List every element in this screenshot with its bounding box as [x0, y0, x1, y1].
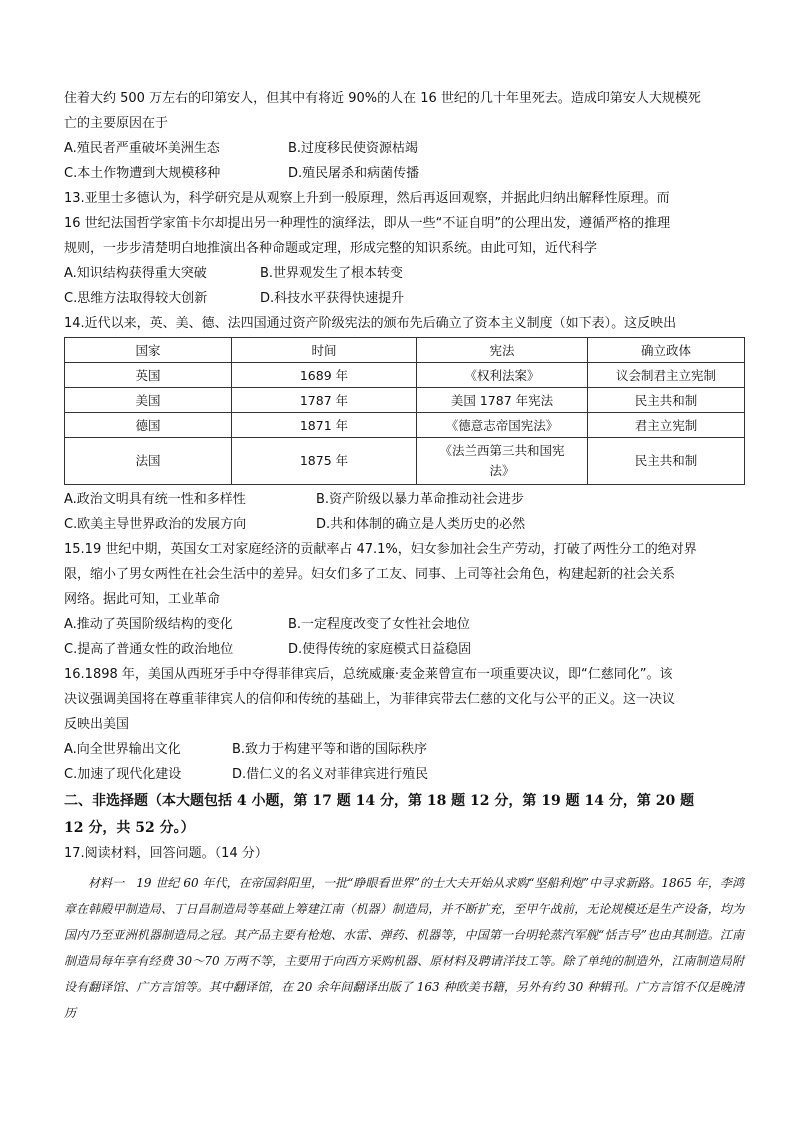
option-b[interactable]: B.资产阶级以暴力革命推动社会进步 — [316, 492, 525, 507]
option-b[interactable]: B.世界观发生了根本转变 — [260, 266, 404, 281]
table-cell: 1787 年 — [232, 388, 417, 413]
q15-options-row — [64, 637, 744, 662]
q13-options-row — [64, 261, 744, 286]
table-cell: 《权利法案》 — [417, 363, 588, 388]
table-cell: 1875 年 — [232, 438, 417, 485]
q13-options-row — [64, 286, 744, 311]
constitution-table — [64, 337, 745, 485]
option-d[interactable]: D.借仁义的名义对菲律宾进行殖民 — [232, 767, 429, 782]
q13-stem-line: 规则，一步步清楚明白地推演出各种命题或定理，形成完整的知识系统。由此可知，近代科学 — [64, 241, 598, 256]
q12-stem-line: 亡的主要原因在于 — [64, 116, 169, 131]
q12-options-row — [64, 136, 744, 161]
option-c[interactable]: C.思维方法取得较大创新 — [64, 291, 208, 306]
q17-stem: 17.阅读材料，回答问题。（14 分） — [64, 846, 268, 861]
option-a[interactable]: A.向全世界输出文化 — [64, 742, 181, 757]
option-a[interactable]: A.推动了英国阶级结构的变化 — [64, 617, 233, 632]
option-d[interactable]: D.使得传统的家庭模式日益稳固 — [288, 642, 472, 657]
q12-options-row — [64, 161, 744, 186]
table-header: 时间 — [232, 338, 417, 363]
section-heading: 12 分，共 52 分。） — [64, 820, 195, 836]
table-cell: 民主共和制 — [588, 438, 745, 485]
section-heading: 二、非选择题（本大题包括 4 小题，第 17 题 14 分，第 18 题 12 分，第 19 题 14 分，第 20 题 — [64, 793, 695, 809]
option-a[interactable]: A.政治文明具有统一性和多样性 — [64, 492, 246, 507]
option-c[interactable]: C.加速了现代化建设 — [64, 767, 182, 782]
table-row — [65, 363, 745, 388]
q13-stem-line: 13.亚里士多德认为，科学研究是从观察上升到一般原理，然后再返回观察，并据此归纳出解释性原理。而 — [64, 191, 670, 206]
q16-options-row — [64, 737, 744, 762]
q16-stem-line: 16.1898 年，美国从西班牙手中夺得菲律宾后，总统威廉·麦金莱曾宣布一项重要决议，即“仁慈同化”。该 — [64, 667, 673, 682]
q14-options-row — [64, 487, 744, 512]
table-row — [65, 438, 745, 485]
table-cell: 1689 年 — [232, 363, 417, 388]
option-b[interactable]: B.过度移民使资源枯竭 — [288, 141, 419, 156]
table-cell: 德国 — [65, 413, 232, 438]
option-d[interactable]: D.共和体制的确立是人类历史的必然 — [316, 517, 526, 532]
q17-material-text: 材料一 19 世纪 60 年代，在帝国斜阳里，一批“睁眼看世界”的士大夫开始从求购“坚船利炮”中寻求新路。1865 年，李鸿章在韩殿甲制造局、丁日昌制造局等基础上筹建江南（机器）制造局，并不断扩充，至甲午战前，无论规模还是生产设备，均为国内乃至亚洲机器制造局之冠。其产品主要有枪炮、水雷、弹药、机器等，中国第一台明轮蒸汽军舰“恬吉号”也由其制造。江南制造局每年享有经费 30～70 万两不等，主要用于向西方采购机器、原材料及聘请洋技工等。除了单纯的制造外，江南制造局附设有翻译馆、广方言馆等。其中翻译馆，在 20 余年间翻译出版了 163 种欧美书籍，另外有约 30 种辑刊。广方言馆不仅是晚清历 — [64, 876, 744, 1020]
table-cell: 议会制君主立宪制 — [588, 363, 745, 388]
table-cell: 英国 — [65, 363, 232, 388]
q15-options-row — [64, 612, 744, 637]
q16-stem-line: 决议强调美国将在尊重菲律宾人的信仰和传统的基础上，为菲律宾带去仁慈的文化与公平的正义。这一决议 — [64, 692, 676, 707]
option-c[interactable]: C.欧美主导世界政治的发展方向 — [64, 517, 247, 532]
option-b[interactable]: B.致力于构建平等和谐的国际秩序 — [232, 742, 428, 757]
option-a[interactable]: A.殖民者严重破坏美洲生态 — [64, 141, 220, 156]
table-cell: 1871 年 — [232, 413, 417, 438]
q12-stem-line: 住着大约 500 万左右的印第安人，但其中有将近 90%的人在 16 世纪的几十年里死去。造成印第安人大规模死 — [64, 91, 701, 106]
table-cell: 《法兰西第三共和国宪法》 — [417, 438, 588, 485]
q15-stem-line: 网络。据此可知，工业革命 — [64, 592, 221, 607]
q16-stem-line: 反映出美国 — [64, 717, 130, 732]
table-cell: 美国 1787 年宪法 — [417, 388, 588, 413]
q15-stem-line: 15.19 世纪中期，英国女工对家庭经济的贡献率占 47.1%，妇女参加社会生产劳动，打破了两性分工的绝对界 — [64, 542, 697, 557]
table-cell: 君主立宪制 — [588, 413, 745, 438]
table-cell: 《德意志帝国宪法》 — [417, 413, 588, 438]
table-header-row — [65, 338, 745, 363]
option-c[interactable]: C.本土作物遭到大规模移种 — [64, 166, 221, 181]
table-header: 确立政体 — [588, 338, 745, 363]
q13-stem-line: 16 世纪法国哲学家笛卡尔却提出另一种理性的演绎法，即从一些“不证自明”的公理出发，遵循严格的推理 — [64, 216, 671, 231]
option-b[interactable]: B.一定程度改变了女性社会地位 — [288, 617, 471, 632]
table-header: 国家 — [65, 338, 232, 363]
q14-stem: 14.近代以来，英、美、德、法四国通过资产阶级宪法的颁布先后确立了资本主义制度（如下表）。这反映出 — [64, 316, 677, 331]
q14-options-row — [64, 512, 744, 537]
q15-stem-line: 限，缩小了男女两性在社会生活中的差异。妇女们多了工友、同事、上司等社会角色，构建起新的社会关系 — [64, 567, 676, 582]
q16-options-row — [64, 762, 744, 787]
exam-page — [64, 86, 744, 1026]
table-cell: 美国 — [65, 388, 232, 413]
table-row — [65, 413, 745, 438]
option-d[interactable]: D.殖民屠杀和病菌传播 — [288, 166, 420, 181]
option-c[interactable]: C.提高了普通女性的政治地位 — [64, 642, 234, 657]
table-cell: 民主共和制 — [588, 388, 745, 413]
table-row — [65, 388, 745, 413]
table-header: 宪法 — [417, 338, 588, 363]
option-d[interactable]: D.科技水平获得快速提升 — [260, 291, 405, 306]
option-a[interactable]: A.知识结构获得重大突破 — [64, 266, 207, 281]
table-cell: 法国 — [65, 438, 232, 485]
